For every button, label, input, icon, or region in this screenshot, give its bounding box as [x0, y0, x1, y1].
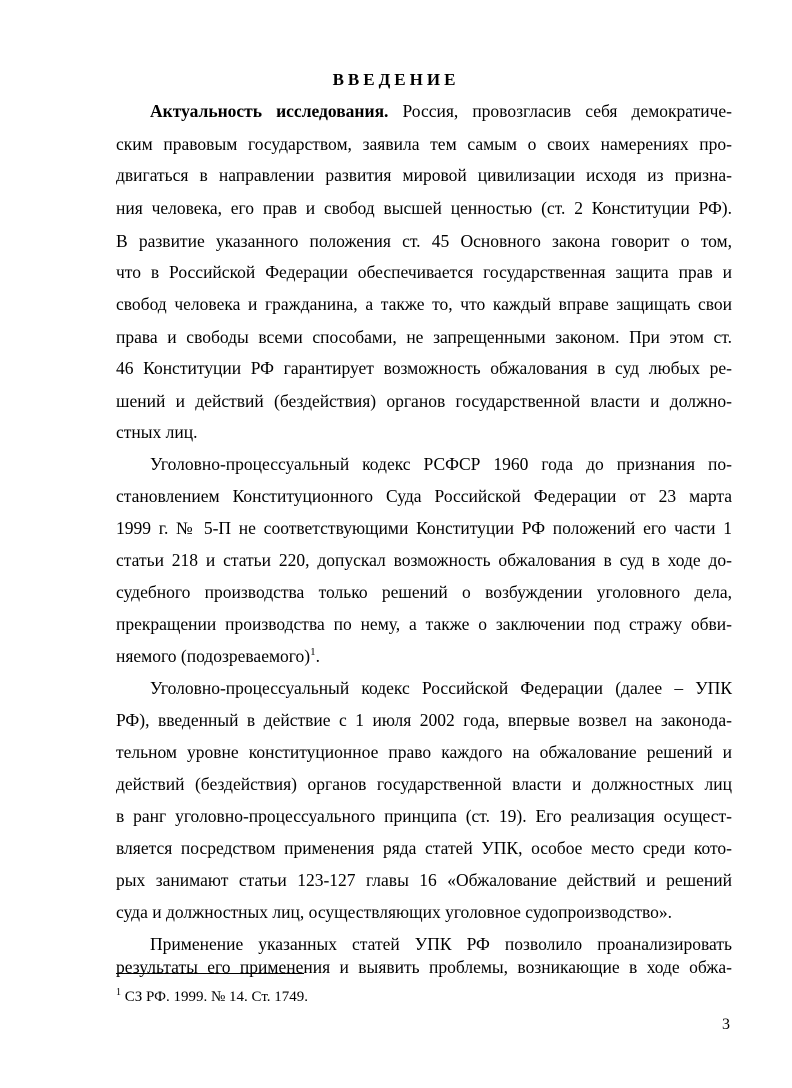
paragraph-line: свобод человека и гражданина, а также то, что каждый вправе защищать свои	[116, 294, 732, 314]
footnote-reference: 1	[310, 646, 316, 659]
paragraph-line: вляется посредством применения ряда статей УПК, особое место среди кото-	[116, 838, 732, 858]
paragraph-line: РФ), введенный в действие с 1 июля 2002 года, впервые возвел на законода-	[116, 710, 732, 730]
paragraph-line	[116, 645, 320, 667]
paragraph-line: судебного производства только решений о возбуждении уголовного дела,	[116, 582, 732, 602]
footnote-text: СЗ РФ. 1999. № 14. Ст. 1749.	[121, 989, 309, 1005]
paragraph-line: тельном уровне конституционное право каждого на обжалование решений и	[116, 742, 732, 762]
paragraph-line: что в Российской Федерации обеспечивается государственная защита прав и	[116, 262, 732, 282]
paragraph-line: права и свободы всеми способами, не запрещенными законом. При этом ст.	[116, 327, 732, 347]
paragraph-line: шений и действий (бездействия) органов государственной власти и должно-	[116, 391, 732, 411]
section-heading: ВВЕДЕНИЕ	[332, 70, 460, 89]
paragraph-line: рых занимают статьи 123-127 главы 16 «Обжалование действий и решений	[116, 870, 732, 890]
paragraph-line: стных лиц.	[116, 422, 198, 442]
line-text: няемого (подозреваемого)	[116, 646, 311, 666]
paragraph-line: результаты его применения и выявить проблемы, возникающие в ходе обжа-	[116, 957, 732, 977]
footnote	[116, 987, 308, 1007]
paragraph-line: суда и должностных лиц, осуществляющих уголовное судопроизводство».	[116, 902, 673, 922]
paragraph-line: ния человека, его прав и свобод высшей ценностью (ст. 2 Конституции РФ).	[116, 198, 732, 218]
paragraph-line: 46 Конституции РФ гарантирует возможность обжалования в суд любых ре-	[116, 358, 732, 378]
paragraph-line: становлением Конституционного Суда Российской Федерации от 23 марта	[116, 486, 732, 506]
paragraph-line: Уголовно-процессуальный кодекс РСФСР 1960 года до признания по-	[150, 454, 732, 474]
paragraph-line: прекращении производства по нему, а также о заключении под стражу обви-	[116, 614, 732, 634]
page-number: 3	[722, 1016, 730, 1033]
paragraph-line: В развитие указанного положения ст. 45 Основного закона говорит о том,	[116, 231, 732, 251]
paragraph-line: двигаться в направлении развития мировой цивилизации исходя из призна-	[116, 165, 732, 185]
footnote-marker: 1	[116, 987, 121, 998]
paragraph-line	[150, 100, 732, 122]
paragraph-line: Уголовно-процессуальный кодекс Российской Федерации (далее – УПК	[150, 678, 732, 698]
paragraph-line: ским правовым государством, заявила тем самым о своих намерениях про-	[116, 134, 732, 154]
paragraph-line: Применение указанных статей УПК РФ позволило проанализировать	[150, 934, 732, 954]
relevance-label: Актуальность исследования.	[150, 101, 389, 121]
paragraph-line: 1999 г. № 5-П не соответствующими Конституции РФ положений его части 1	[116, 518, 732, 538]
footnote-separator	[116, 973, 304, 974]
line-text: Россия, провозгласив себя демократиче-	[402, 101, 732, 121]
paragraph-line: в ранг уголовно-процессуального принципа (ст. 19). Его реализация осущест-	[116, 806, 732, 826]
paragraph-line: статьи 218 и статьи 220, допускал возможность обжалования в суд в ходе до-	[116, 550, 732, 570]
line-end-period: .	[315, 646, 320, 666]
paragraph-line: действий (бездействия) органов государственной власти и должностных лиц	[116, 774, 732, 794]
